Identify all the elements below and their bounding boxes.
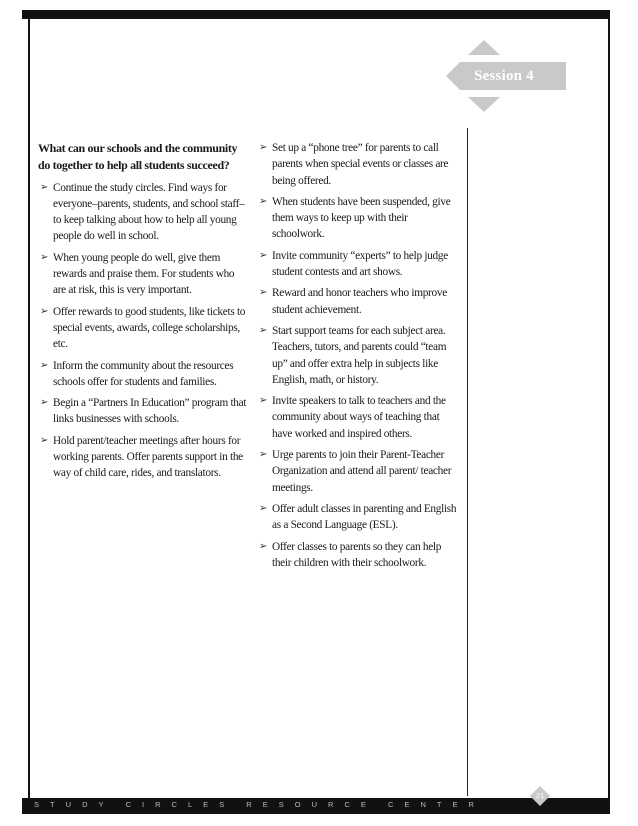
footer-letter: I: [142, 800, 145, 809]
page-number: 21: [535, 791, 545, 800]
footer-letter: C: [344, 800, 350, 809]
footer-letter: R: [155, 800, 161, 809]
list-item-text: Set up a “phone tree” for parents to call parents when special events or classes are being offered.: [272, 142, 449, 187]
footer-letter: E: [360, 800, 366, 809]
list-item: [257, 194, 457, 243]
list-item: [38, 180, 248, 245]
right-column: [257, 140, 457, 576]
session-badge: [442, 40, 566, 112]
list-item-text: Start support teams for each subject area. Teachers, tutors, and parents could “team up” and offer extra help in subjects like English, math, or history.: [272, 324, 447, 386]
list-item-text: Reward and honor teachers who improve student achievement.: [272, 287, 447, 316]
session-label: Session 4: [474, 68, 534, 84]
footer-letter: S: [219, 800, 225, 809]
footer-letter: O: [294, 800, 301, 809]
list-item: [257, 447, 457, 496]
footer-letter: R: [468, 800, 474, 809]
list-item-text: Invite community “experts” to help judge student contests and art shows.: [272, 249, 448, 279]
bullet-arrow-icon: ➢: [259, 249, 268, 261]
bullet-arrow-icon: ➢: [259, 287, 268, 299]
footer-letter: U: [65, 800, 72, 809]
footer-bar: [22, 798, 610, 814]
bullet-arrow-icon: ➢: [259, 142, 268, 153]
bullet-arrow-icon: ➢: [259, 195, 268, 207]
list-item-text: Offer adult classes in parenting and English as a Second Language (ESL).: [272, 502, 457, 532]
list-item: [257, 323, 457, 388]
list-item-text: Offer classes to parents so they can help their children with their schoolwork.: [272, 540, 442, 569]
footer-letter: N: [420, 800, 426, 809]
section-heading: What can our schools and the community do together to help all students succeed?: [38, 141, 238, 172]
bullet-arrow-icon: ➢: [259, 502, 268, 514]
list-item: [257, 140, 457, 189]
footer-letter: T: [50, 800, 55, 809]
list-item-text: Continue the study circles. Find ways for everyone–parents, students, and school staff–to keep talking about how to help all young people do well in school.: [53, 181, 245, 243]
footer-letter: E: [262, 800, 268, 809]
list-item: [38, 433, 248, 482]
footer-letter: T: [436, 800, 442, 809]
bullet-arrow-icon: ➢: [259, 395, 268, 407]
column-divider-line: [467, 128, 468, 796]
list-item-text: Inform the community about the resources schools offer for students and families.: [53, 359, 234, 388]
footer-letter: S: [34, 800, 40, 809]
page-number-badge: [530, 786, 550, 806]
footer-title: [34, 800, 474, 809]
bullet-arrow-icon: ➢: [40, 181, 49, 193]
footer-letter: L: [187, 800, 193, 809]
list-item: [257, 285, 457, 318]
footer-letter: R: [328, 800, 334, 809]
footer-letter: C: [125, 800, 131, 809]
bullet-arrow-icon: ➢: [259, 540, 268, 552]
footer-letter: Y: [98, 800, 104, 809]
list-item: [257, 501, 457, 534]
list-item-text: Urge parents to join their Parent-Teacher Organization and attend all parent/ teacher meetings.: [272, 449, 452, 494]
footer-letter: D: [82, 800, 88, 809]
list-item-text: When students have been suspended, give them ways to keep up with their schoolwork.: [272, 195, 451, 241]
list-item-text: Begin a “Partners In Education” program that links businesses with schools.: [53, 397, 247, 426]
bullet-arrow-icon: ➢: [40, 251, 49, 263]
footer-letter: R: [246, 800, 252, 809]
list-item-text: Hold parent/teacher meetings after hours for working parents. Offer parents support in the way of child care, rides, and translators.: [53, 434, 243, 480]
right-bullet-list: [257, 140, 457, 571]
list-item: [38, 395, 248, 428]
footer-letter: E: [452, 800, 458, 809]
list-item-text: Offer rewards to good students, like tickets to special events, awards, college scholarships, etc.: [53, 305, 246, 351]
left-bullet-list: [38, 180, 248, 482]
footer-letter: S: [278, 800, 284, 809]
footer-letter: E: [203, 800, 209, 809]
footer-letter: U: [311, 800, 318, 809]
list-item-text: Invite speakers to talk to teachers and the community about ways of teaching that have worked and inspired others.: [272, 395, 446, 440]
list-item: [38, 358, 248, 391]
top-border-bar: [22, 10, 610, 19]
bullet-arrow-icon: ➢: [259, 449, 268, 461]
bullet-arrow-icon: ➢: [259, 324, 268, 336]
footer-letter: C: [387, 800, 394, 809]
list-item: [257, 248, 457, 281]
bullet-arrow-icon: ➢: [40, 397, 49, 409]
list-item: [257, 539, 457, 572]
list-item: [257, 393, 457, 442]
list-item: [38, 250, 248, 299]
bullet-arrow-icon: ➢: [40, 359, 49, 371]
left-column: [38, 140, 248, 487]
list-item-text: When young people do well, give them rewards and praise them. For students who are at risk, this is very important.: [53, 251, 235, 297]
footer-letter: C: [171, 800, 177, 809]
bullet-arrow-icon: ➢: [40, 434, 49, 446]
bullet-arrow-icon: ➢: [40, 305, 49, 317]
footer-letter: E: [404, 800, 410, 809]
list-item: [38, 304, 248, 353]
